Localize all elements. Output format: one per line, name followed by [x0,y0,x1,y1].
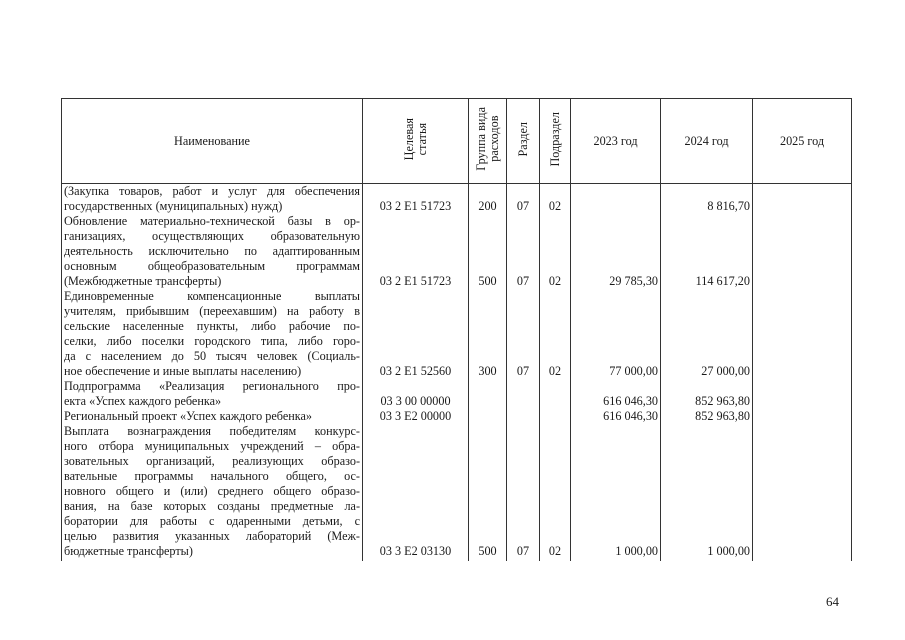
row-expense-group [469,214,507,289]
table-row [62,424,852,561]
row-code-text: 03 2 E1 51723 [379,199,452,213]
row-value-2024-text: 27 000,00 [701,364,750,378]
row-code [363,409,469,424]
row-expense-group-text: 300 [478,364,497,378]
row-code-text: 03 2 E1 51723 [379,274,452,288]
row-expense-group [469,409,507,424]
row-value-2023-text: 1 000,00 [615,544,658,558]
row-expense-group-text: 500 [478,544,497,558]
row-name-line: зовательных организаций, реализующих образо- [64,454,360,468]
row-value-2023-text: 616 046,30 [603,394,658,408]
row-value-2023 [571,184,661,215]
row-value-2023 [571,289,661,379]
row-expense-group [469,184,507,215]
row-value-2023 [571,424,661,561]
row-value-2025 [753,424,852,561]
row-subsection [540,424,571,561]
row-section-text: 07 [516,199,530,213]
table-row [62,184,852,215]
row-value-2024-text: 852 963,80 [695,394,750,408]
row-name-line: Обновление материально-технической базы в ор- [64,214,360,228]
row-expense-group [469,289,507,379]
row-name-line: да с населением до 50 тысяч человек (Социаль- [64,349,360,363]
table-row [62,214,852,289]
row-name-line: (Закупка товаров, работ и услуг для обеспечения [64,184,360,198]
row-code-text: 03 2 E1 52560 [379,364,452,378]
row-name-line: вания, на базе которых созданы предметные ла- [64,499,360,513]
row-value-2024 [661,424,753,561]
row-section [507,424,540,561]
row-subsection-text: 02 [548,364,562,378]
row-name-line: государственных (муниципальных) нужд) [64,199,283,213]
table-row [62,289,852,379]
page-number: 64 [826,594,839,609]
row-name-line: основным общеобразовательным программам [64,259,360,273]
row-section-text: 07 [516,364,530,378]
row-name-line: Выплата вознаграждения победителям конкурс- [64,424,360,438]
row-code [363,184,469,215]
row-value-2025 [753,379,852,409]
row-expense-group [469,424,507,561]
row-subsection-text: 02 [548,544,562,558]
row-value-2024-text: 852 963,80 [695,409,750,423]
row-value-2025 [753,214,852,289]
row-value-2024 [661,379,753,409]
row-name-line: Единовременные компенсационные выплаты [64,289,360,303]
row-name-line: ного отбора муниципальных учреждений – обра- [64,439,360,453]
row-expense-group-text: 200 [478,199,497,213]
header-expense-group: Группа вида расходов [469,99,507,184]
row-section [507,184,540,215]
row-code-text: 03 3 00 00000 [380,394,451,408]
row-name-line: целью развития указанных лабораторий (Меж- [64,529,360,543]
row-name [62,289,363,379]
row-name [62,379,363,409]
row-value-2024-text: 1 000,00 [707,544,750,558]
row-name [62,214,363,289]
row-code [363,379,469,409]
row-subsection [540,289,571,379]
row-value-2024-text: 114 617,20 [695,274,750,288]
row-name-line: вательные программы начального общего, ос- [64,469,360,483]
row-value-2025 [753,289,852,379]
row-name-line: екта «Успех каждого ребенка» [64,394,222,408]
row-name-line: сельские населенные пункты, либо рабочие по- [64,319,360,333]
row-code [363,214,469,289]
row-subsection [540,184,571,215]
row-value-2023 [571,379,661,409]
row-name [62,184,363,215]
row-section-text: 07 [516,274,530,288]
row-expense-group-text: 500 [478,274,497,288]
row-section [507,409,540,424]
row-value-2025 [753,409,852,424]
header-target-article: Целевая статья [363,99,469,184]
row-value-2025 [753,184,852,215]
row-section [507,379,540,409]
row-value-2024 [661,214,753,289]
row-name-line: Региональный проект «Успех каждого ребенка» [64,409,312,423]
row-value-2023-text: 29 785,30 [609,274,658,288]
row-value-2023-text: 77 000,00 [609,364,658,378]
header-subsection: Подраздел [540,99,571,184]
row-value-2023-text: 616 046,30 [603,409,658,423]
header-2023: 2023 год [571,99,661,184]
row-expense-group [469,379,507,409]
row-subsection-text: 02 [548,199,562,213]
row-subsection [540,379,571,409]
row-code [363,424,469,561]
row-name [62,409,363,424]
row-section [507,289,540,379]
row-section [507,214,540,289]
header-section: Раздел [507,99,540,184]
header-name: Наименование [62,99,363,184]
row-subsection [540,214,571,289]
row-value-2024-text: 8 816,70 [707,199,750,213]
row-name-line: бюджетные трансферты) [64,544,193,558]
row-code-text: 03 3 E2 03130 [379,544,452,558]
row-value-2024 [661,409,753,424]
row-name-line: (Межбюджетные трансферты) [64,274,222,288]
row-name-line: ганизациях, осуществляющих образовательную [64,229,360,243]
row-value-2024 [661,289,753,379]
row-code-text: 03 3 E2 00000 [379,409,452,423]
table-row [62,409,852,424]
table-header-row [62,99,852,184]
row-name-line: учителям, прибывшим (переехавшим) на работу в [64,304,360,318]
row-name-line: боратории для работы с одаренными детьми, с [64,514,360,528]
row-name-line: ное обеспечение и иные выплаты населению) [64,364,302,378]
row-value-2023 [571,409,661,424]
row-subsection [540,409,571,424]
row-value-2024 [661,184,753,215]
row-name-line: селки, либо поселки городского типа, либо горо- [64,334,360,348]
row-code [363,289,469,379]
row-name-line: Подпрограмма «Реализация регионального про- [64,379,360,393]
budget-table [61,98,852,561]
row-name-line: новного общего и (или) среднего общего образо- [64,484,360,498]
row-section-text: 07 [516,544,530,558]
header-2025: 2025 год [753,99,852,184]
row-name [62,424,363,561]
row-name-line: деятельность исключительно по адаптированным [64,244,360,258]
table-row [62,379,852,409]
table-body [62,184,852,562]
row-value-2023 [571,214,661,289]
row-subsection-text: 02 [548,274,562,288]
header-2024: 2024 год [661,99,753,184]
